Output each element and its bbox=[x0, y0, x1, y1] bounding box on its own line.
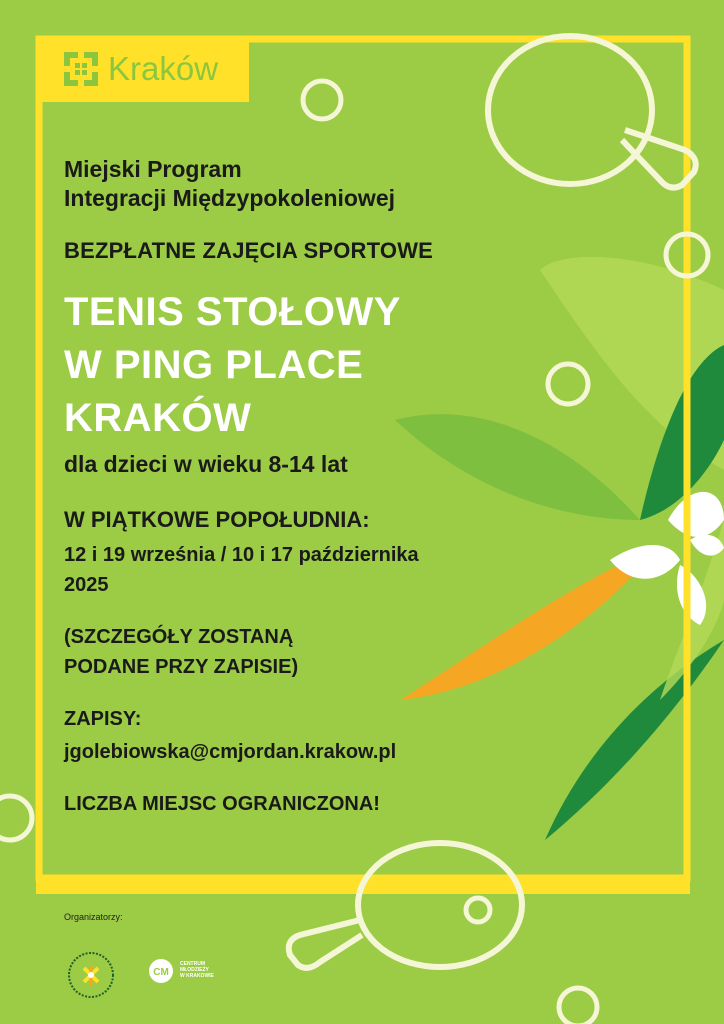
audience: dla dzieci w wieku 8-14 lat bbox=[64, 451, 348, 477]
dates-line2: 2025 bbox=[64, 574, 109, 596]
leaf-flower-icon bbox=[395, 257, 724, 840]
title-line2: W PING PLACE bbox=[64, 343, 364, 387]
details-line1: (SZCZEGÓŁY ZOSTANĄ bbox=[64, 626, 294, 648]
organizer-logo-icon bbox=[66, 950, 116, 1000]
title-line3: KRAKÓW bbox=[64, 396, 252, 440]
dates-line1: 12 i 19 września / 10 i 17 października bbox=[64, 544, 419, 566]
ping-pong-paddle-icon bbox=[488, 36, 696, 188]
details-line2: PODANE PRZY ZAPISIE) bbox=[64, 656, 299, 678]
krakow-logo bbox=[36, 36, 249, 102]
org2-line1: CENTRUM bbox=[180, 961, 205, 967]
program-line1: Miejski Program bbox=[64, 156, 242, 182]
org2-line3: W KRAKOWIE bbox=[180, 973, 214, 979]
signup-email[interactable]: jgolebiowska@cmjordan.krakow.pl bbox=[64, 741, 397, 763]
organizer2-name bbox=[180, 961, 214, 979]
schedule-dates bbox=[64, 540, 419, 600]
brand-name: Kraków bbox=[108, 50, 219, 87]
details-note bbox=[64, 622, 298, 682]
signup-label: ZAPISY: bbox=[64, 708, 142, 730]
organizers-label: Organizatorzy: bbox=[64, 912, 123, 922]
schedule-heading: W PIĄTKOWE POPOŁUDNIA: bbox=[64, 507, 370, 532]
krakow-logo-icon bbox=[64, 52, 98, 86]
svg-text:CM: CM bbox=[153, 967, 169, 978]
limited-places: LICZBA MIEJSC OGRANICZONA! bbox=[64, 793, 380, 815]
subtitle: BEZPŁATNE ZAJĘCIA SPORTOWE bbox=[64, 238, 434, 263]
program-name bbox=[64, 155, 395, 213]
title-line1: TENIS STOŁOWY bbox=[64, 290, 401, 334]
program-line2: Integracji Międzypokoleniowej bbox=[64, 185, 396, 211]
event-title bbox=[64, 286, 401, 445]
org2-line2: MŁODZIEŻY bbox=[180, 967, 209, 973]
